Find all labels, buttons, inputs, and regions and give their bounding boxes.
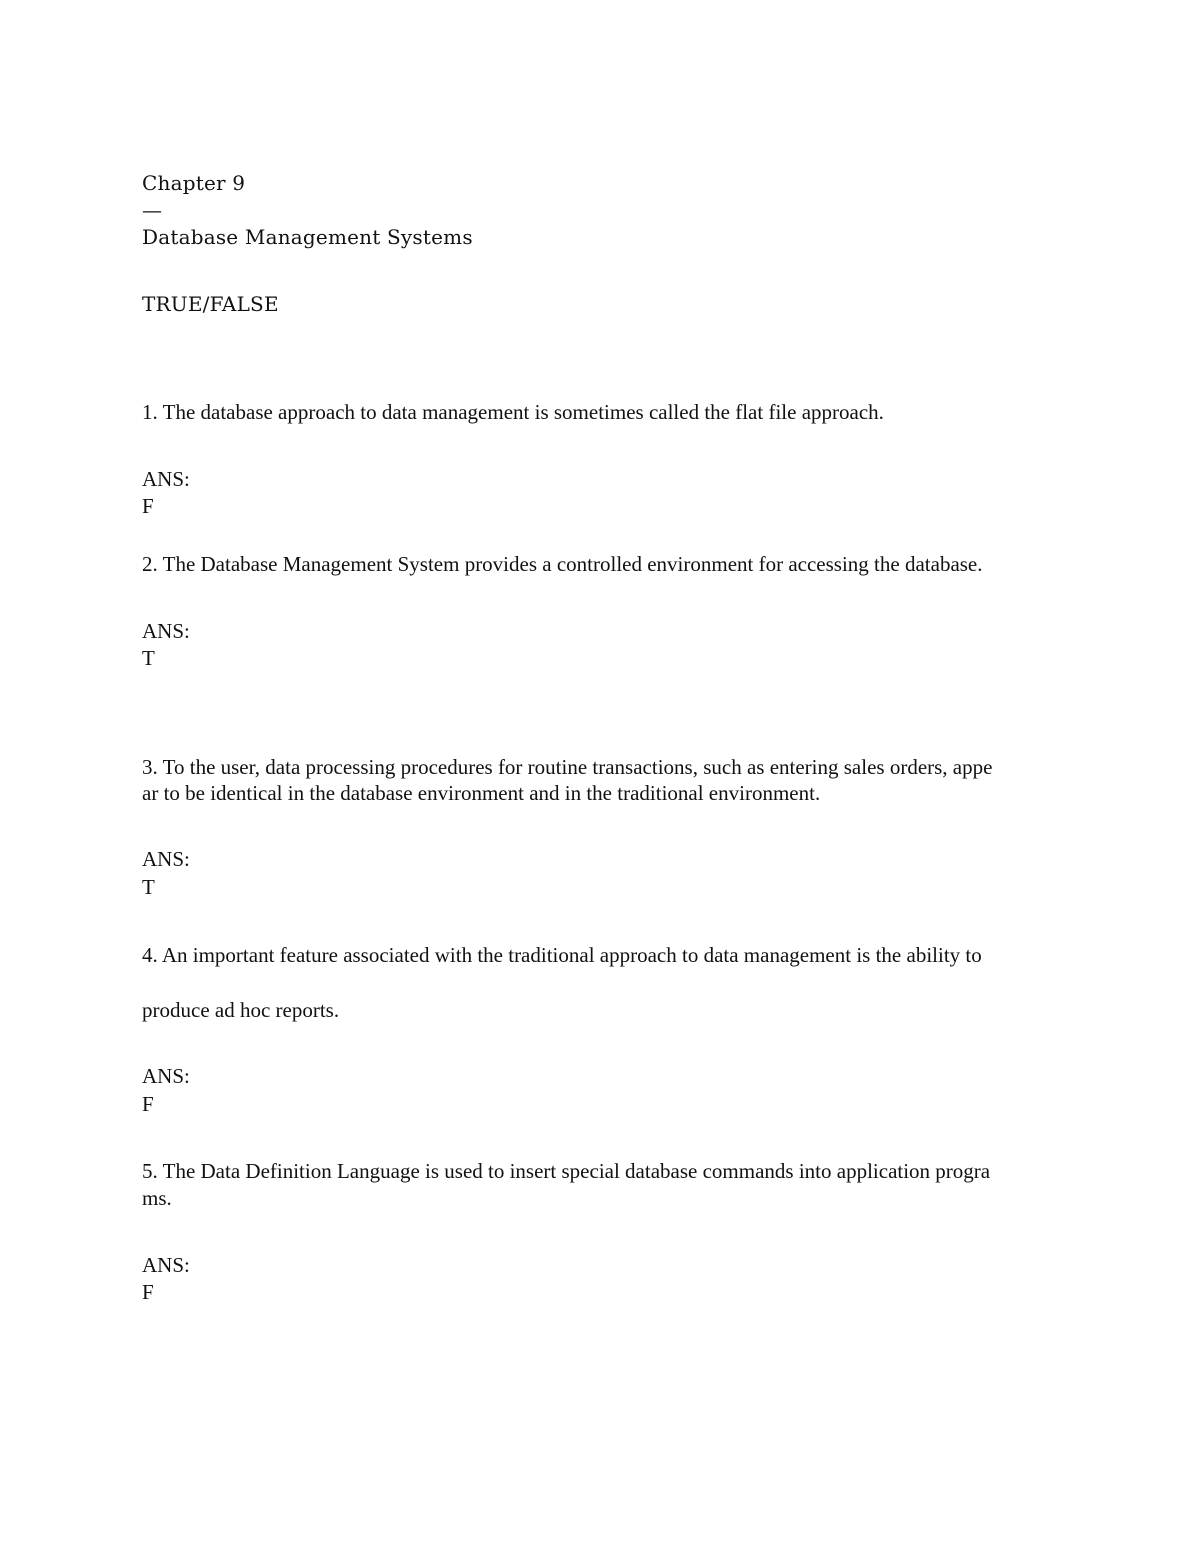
question-4-ans-label: ANS:	[142, 1064, 190, 1088]
chapter-dash: —	[142, 198, 163, 222]
chapter-heading: Chapter 9	[142, 171, 246, 195]
question-5-ans-label: ANS:	[142, 1253, 190, 1277]
question-4-line-2: produce ad hoc reports.	[142, 998, 340, 1022]
question-4-answer: F	[142, 1092, 154, 1116]
question-5-line-1: 5. The Data Definition Language is used to insert special database commands into application progra	[142, 1159, 991, 1183]
question-1-ans-label: ANS:	[142, 467, 190, 491]
question-3-answer: T	[142, 875, 155, 899]
question-2-ans-label: ANS:	[142, 619, 190, 643]
question-3-line-1: 3. To the user, data processing procedures for routine transactions, such as entering sales orders, appe	[142, 755, 993, 779]
question-2-answer: T	[142, 646, 155, 670]
question-3-line-2: ar to be identical in the database environment and in the traditional environment.	[142, 781, 821, 805]
question-5-answer: F	[142, 1280, 154, 1304]
question-2-line-1: 2. The Database Management System provides a controlled environment for accessing the database.	[142, 552, 983, 576]
question-1-answer: F	[142, 494, 154, 518]
question-5-line-2: ms.	[142, 1186, 172, 1210]
question-4-line-1: 4. An important feature associated with the traditional approach to data management is the ability to	[142, 943, 982, 967]
question-1-line-1: 1. The database approach to data management is sometimes called the flat file approach.	[142, 400, 884, 424]
section-heading: TRUE/FALSE	[142, 292, 279, 316]
question-3-ans-label: ANS:	[142, 847, 190, 871]
chapter-title: Database Management Systems	[142, 225, 473, 249]
